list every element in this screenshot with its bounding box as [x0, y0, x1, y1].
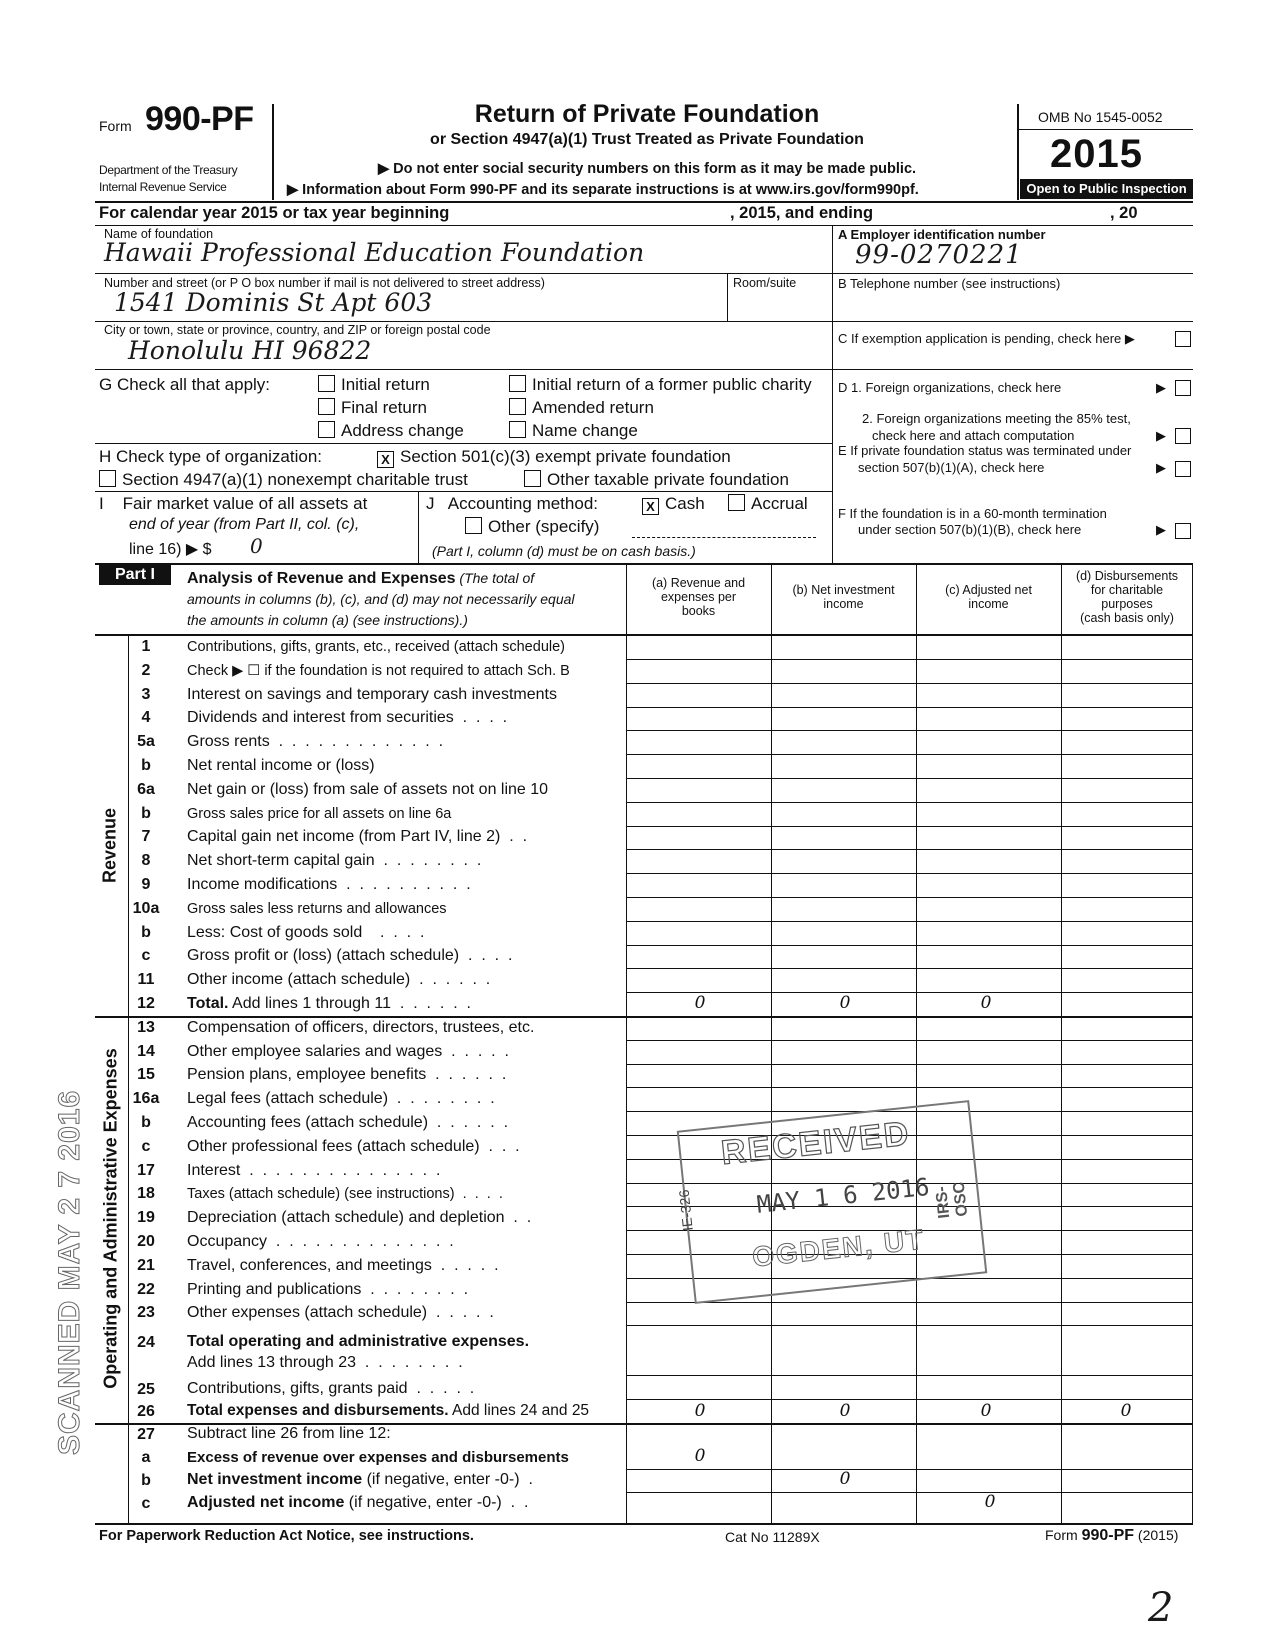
ssn-notice: ▶ Do not enter social security numbers on this form as it may be made public. — [377, 161, 917, 177]
g-label: G Check all that apply: — [99, 375, 271, 394]
row-label — [187, 1494, 528, 1512]
row-num: 17 — [137, 1161, 155, 1179]
table-row — [0, 731, 1280, 754]
row-label: Gross sales price for all assets on line 6a — [187, 805, 452, 822]
table-row — [0, 1279, 1280, 1302]
row-num: b — [141, 757, 151, 774]
org-type-501c3-option[interactable] — [377, 447, 731, 468]
row-num: 6a — [137, 780, 155, 798]
initial-return-option[interactable] — [318, 375, 430, 395]
footer-form-id — [1045, 1527, 1178, 1545]
name-change-option[interactable] — [509, 421, 638, 441]
table-row — [0, 1041, 1280, 1064]
catalog-number: Cat No 11289X — [725, 1529, 820, 1545]
paperwork-notice: For Paperwork Reduction Act Notice, see instructions. — [99, 1528, 474, 1544]
col-b-line: income — [823, 597, 864, 611]
row-label: Dividends and interest from securities . . . . — [187, 709, 508, 727]
table-row — [0, 874, 1280, 897]
status-terminated-label-1: E If private foundation status was terminated under — [838, 443, 1132, 458]
status-terminated-checkbox[interactable] — [1175, 461, 1191, 477]
row-label: Net rental income or (loss) — [187, 757, 375, 774]
checkbox-icon[interactable] — [509, 375, 526, 392]
part-tag: Part I — [99, 565, 171, 585]
row-label — [187, 1402, 589, 1420]
checkbox-icon[interactable] — [99, 470, 116, 487]
h-label: H Check type of organization: — [99, 447, 323, 466]
cash-basis-note: (Part I, column (d) must be on cash basis.) — [432, 543, 696, 559]
foreign-85-label-1: 2. Foreign organizations meeting the 85% test, — [862, 411, 1131, 426]
other-method-field[interactable] — [632, 537, 816, 538]
row-label: Taxes (attach schedule) (see instructions) . . . . — [187, 1186, 503, 1203]
row-label-rest: (if negative, enter -0-) . . — [344, 1494, 529, 1511]
option-label: Name change — [532, 421, 638, 440]
row-label: Subtract line 26 from line 12: — [187, 1425, 391, 1442]
info-notice: ▶ Information about Form 990-PF and its separate instructions is at www.irs.gov/form990pf. — [287, 182, 919, 198]
row-label: Occupancy . . . . . . . . . . . . . . — [187, 1233, 454, 1250]
col-c-line: (c) Adjusted net — [945, 583, 1032, 597]
cell-c-26: 0 — [980, 1401, 992, 1421]
row-num: 8 — [141, 852, 151, 870]
received-stamp-code-left: IE-326 — [675, 1188, 696, 1232]
table-row — [0, 684, 1280, 707]
foreign-85-checkbox[interactable] — [1175, 428, 1191, 444]
col-d-line: for charitable — [1090, 583, 1164, 597]
row-label — [187, 1471, 533, 1489]
row-label — [187, 995, 471, 1013]
row-label: Legal fees (attach schedule) . . . . . . . . — [187, 1090, 495, 1108]
footer-form-year: (2015) — [1137, 1527, 1179, 1543]
cell-b-27b: 0 — [839, 1469, 851, 1489]
page-number: 2 — [1148, 1585, 1174, 1631]
part1-description — [187, 568, 617, 631]
checkbox-icon[interactable] — [318, 398, 335, 415]
checkbox-icon[interactable] — [318, 375, 335, 392]
table-row — [0, 636, 1280, 659]
fmv-label-3: line 16) ▶ $ — [129, 541, 212, 558]
row-label: Compensation of officers, directors, trustees, etc. — [187, 1018, 535, 1036]
row-label-bold: Net investment income — [187, 1471, 363, 1488]
received-stamp-date: MAY 1 6 2016 — [755, 1172, 931, 1219]
exemption-pending-checkbox[interactable] — [1175, 331, 1191, 347]
ein-label: A Employer identification number — [838, 227, 1046, 242]
row-label: Gross sales less returns and allowances — [187, 900, 447, 917]
footer-form-number: 990-PF — [1081, 1527, 1135, 1544]
row-label: Net gain or (loss) from sale of assets not on line 10 — [187, 780, 549, 798]
row-label: Income modifications . . . . . . . . . . — [187, 876, 471, 893]
row-num: c — [141, 1495, 151, 1512]
accrual-method-option[interactable] — [728, 494, 808, 514]
scanned-stamp: SCANNED MAY 2 7 2016 — [53, 1089, 86, 1455]
col-a-line: books — [681, 604, 716, 618]
row-label: Other employee salaries and wages . . . . . — [187, 1042, 509, 1060]
cell-b-26: 0 — [839, 1401, 851, 1421]
part1-title: Analysis of Revenue and Expenses — [187, 570, 456, 587]
part1-desc: (The total of — [455, 570, 535, 586]
cell-a-27a: 0 — [694, 1446, 706, 1466]
row-label-bold: Adjusted net income — [187, 1494, 345, 1511]
row-num: b — [141, 1114, 151, 1131]
row-num: 22 — [137, 1280, 155, 1298]
row-num: 18 — [137, 1185, 155, 1203]
checkbox-icon[interactable]: X — [642, 498, 659, 515]
foundation-name: Hawaii Professional Education Foundation — [104, 238, 645, 267]
cell-c: 0 — [980, 993, 992, 1013]
name-label: Name of foundation — [104, 227, 214, 241]
col-b-line: (b) Net investment — [792, 583, 895, 597]
row-label: Net short-term capital gain . . . . . . . . — [187, 852, 482, 870]
footer-form-prefix: Form — [1045, 1527, 1078, 1543]
col-d-line: (d) Disbursements — [1075, 569, 1179, 583]
row-label-rest: (if negative, enter -0-) . — [362, 1471, 533, 1488]
row-label: Accounting fees (attach schedule) . . . . . . — [187, 1114, 509, 1131]
col-c-header — [916, 583, 1061, 611]
col-a-header — [626, 576, 771, 618]
arrow-glyph: ▶ — [1156, 460, 1166, 475]
city-address: Honolulu HI 96822 — [128, 336, 372, 365]
row-num: c — [141, 947, 151, 965]
option-label: Initial return of a former public charity — [532, 375, 812, 394]
table-row — [0, 1136, 1280, 1159]
fmv-value: 0 — [250, 534, 263, 558]
option-label: Address change — [341, 421, 464, 440]
row-num: 10a — [132, 899, 160, 917]
received-stamp-code-right: IRS-OSC — [933, 1181, 972, 1220]
checkbox-icon[interactable] — [509, 421, 526, 438]
table-row — [0, 1160, 1280, 1183]
tax-year: 2015 — [1050, 132, 1143, 176]
cell-b: 0 — [839, 993, 851, 1013]
table-row — [0, 945, 1280, 968]
row-divider — [626, 1325, 1193, 1326]
final-return-option[interactable] — [318, 398, 427, 418]
row-num: 12 — [137, 995, 155, 1012]
row-label-bold: Total. — [187, 995, 229, 1012]
received-stamp — [677, 1100, 988, 1304]
agency: Internal Revenue Service — [99, 180, 227, 194]
row-num: 11 — [137, 971, 155, 989]
row-label: Contributions, gifts, grants, etc., received (attach schedule) — [187, 639, 565, 655]
row-num: 27 — [137, 1426, 155, 1443]
option-label: Other taxable private foundation — [547, 470, 789, 489]
table-row — [0, 803, 1280, 826]
row-num: 9 — [141, 876, 151, 893]
amended-return-option[interactable] — [509, 398, 654, 418]
col-d-header — [1061, 569, 1193, 625]
arrow-glyph: ▶ — [1156, 522, 1166, 537]
table-row — [0, 707, 1280, 730]
telephone-label: B Telephone number (see instructions) — [838, 276, 1061, 291]
other-method-option[interactable] — [465, 517, 599, 537]
row-num: 20 — [137, 1233, 155, 1250]
calendar-end-year: , 20 — [1110, 204, 1138, 222]
checkbox-icon[interactable] — [509, 398, 526, 415]
arrow-glyph: ▶ — [1156, 428, 1166, 443]
row-num: 14 — [137, 1042, 155, 1060]
row-label: Add lines 13 through 23 . . . . . . . . — [187, 1354, 463, 1371]
fmv-label-1: I Fair market value of all assets at — [99, 494, 368, 513]
checkbox-icon[interactable] — [318, 421, 335, 438]
option-label: Initial return — [341, 375, 430, 394]
row-num: b — [141, 923, 151, 941]
form-title: Return of Private Foundation — [474, 100, 820, 128]
sixty-month-checkbox[interactable] — [1175, 523, 1191, 539]
row-num: 1 — [141, 638, 151, 655]
form-subtitle: or Section 4947(a)(1) Trust Treated as Private Foundation — [430, 131, 864, 148]
arrow-glyph: ▶ — [1156, 380, 1166, 395]
row-label: Excess of revenue over expenses and disbursements — [187, 1449, 569, 1466]
table-row — [0, 1207, 1280, 1230]
address-change-option[interactable] — [318, 421, 464, 441]
col-b-header — [771, 583, 916, 611]
table-row — [0, 779, 1280, 802]
table-row — [0, 826, 1280, 849]
row-num: 16a — [132, 1090, 160, 1108]
table-row — [0, 1183, 1280, 1206]
street-label: Number and street (or P O box number if mail is not delivered to street address) — [104, 276, 545, 290]
table-row — [0, 1302, 1280, 1325]
foreign-org-label: D 1. Foreign organizations, check here — [838, 380, 1062, 395]
option-label: Cash — [665, 494, 705, 513]
checkbox-icon[interactable] — [465, 517, 482, 534]
initial-return-former-charity-option[interactable] — [509, 375, 812, 395]
table-row — [0, 993, 1280, 1016]
status-terminated-label-2: section 507(b)(1)(A), check here — [858, 460, 1045, 475]
table-row — [0, 850, 1280, 873]
row-num: 7 — [141, 828, 151, 846]
received-stamp-city: OGDEN, UT — [750, 1223, 927, 1273]
row-num: a — [141, 1449, 151, 1466]
row-num: 26 — [137, 1403, 155, 1420]
table-row — [0, 1231, 1280, 1254]
option-label: Accrual — [751, 494, 808, 513]
checkbox-icon[interactable] — [524, 470, 541, 487]
org-type-4947-option[interactable] — [99, 470, 468, 490]
received-stamp-title: RECEIVED — [719, 1114, 913, 1173]
option-label: Amended return — [532, 398, 654, 417]
row-label: Printing and publications . . . . . . . . — [187, 1280, 469, 1298]
row-label-rest: Add lines 1 through 11 . . . . . . — [228, 995, 471, 1012]
row-num: 19 — [137, 1209, 155, 1227]
section-divider — [95, 1016, 1193, 1018]
row-num: 15 — [137, 1066, 155, 1084]
sixty-month-label-2: under section 507(b)(1)(B), check here — [858, 522, 1082, 537]
row-label: Pension plans, employee benefits . . . . . . — [187, 1066, 507, 1084]
calendar-ending: , 2015, and ending — [730, 204, 874, 222]
calendar-year-line: For calendar year 2015 or tax year beginning — [99, 204, 450, 222]
table-row — [0, 898, 1280, 921]
city-label: City or town, state or province, country, and ZIP or foreign postal code — [104, 323, 491, 337]
row-num: 5a — [137, 733, 155, 751]
option-label: Section 4947(a)(1) nonexempt charitable trust — [122, 470, 468, 489]
col-d-line: (cash basis only) — [1080, 611, 1174, 625]
row-label: Total operating and administrative expenses. — [187, 1333, 530, 1350]
row-label: Depreciation (attach schedule) and depletion . . — [187, 1209, 532, 1227]
cell-d-26: 0 — [1120, 1401, 1132, 1421]
table-row — [0, 755, 1280, 778]
row-label: Interest on savings and temporary cash investments — [187, 685, 557, 703]
part1-desc: amounts in columns (b), (c), and (d) may not necessarily equal — [187, 591, 575, 607]
col-d-line: purposes — [1101, 597, 1153, 611]
row-label: Contributions, gifts, grants paid . . . . . — [187, 1380, 475, 1397]
row-num: 23 — [137, 1304, 155, 1322]
form-label: Form — [99, 118, 132, 134]
row-label: Capital gain net income (from Part IV, line 2) . . — [187, 828, 528, 846]
row-label: Check ▶ ☐ if the foundation is not required to attach Sch. B — [187, 662, 570, 679]
option-label: Section 501(c)(3) exempt private foundation — [400, 447, 731, 466]
row-num: 3 — [141, 685, 151, 703]
table-row — [0, 1017, 1280, 1040]
expenses-side-label: Operating and Administrative Expenses — [100, 1048, 121, 1389]
row-label-bold: Total expenses and disbursements. — [187, 1402, 449, 1419]
room-label: Room/suite — [733, 276, 797, 290]
omb-number: OMB No 1545-0052 — [1038, 109, 1163, 125]
table-row — [0, 1088, 1280, 1111]
table-row — [0, 1255, 1280, 1278]
row-label: Travel, conferences, and meetings . . . . . — [187, 1256, 499, 1274]
col-c-line: income — [968, 597, 1009, 611]
row-num: 24 — [137, 1334, 155, 1351]
cell-a-26: 0 — [694, 1401, 706, 1421]
table-row — [0, 1064, 1280, 1087]
row-num: b — [141, 804, 151, 822]
open-public-badge: Open to Public Inspection — [1020, 179, 1193, 199]
revenue-side-label: Revenue — [99, 807, 120, 884]
option-label: Final return — [341, 398, 427, 417]
row-label: Gross profit or (loss) (attach schedule) . . . . — [187, 947, 513, 965]
row-label-rest: Add lines 24 and 25 — [448, 1402, 590, 1419]
row-num: c — [141, 1137, 151, 1155]
street-address: 1541 Dominis St Apt 603 — [114, 288, 433, 317]
exemption-pending-label: C If exemption application is pending, check here ▶ — [838, 331, 1135, 346]
form-number: 990-PF — [145, 100, 254, 138]
row-label: Other expenses (attach schedule) . . . . . — [187, 1304, 494, 1322]
table-row — [0, 1112, 1280, 1135]
foreign-org-checkbox[interactable] — [1175, 380, 1191, 396]
option-label: Other (specify) — [488, 517, 600, 536]
row-label: Interest . . . . . . . . . . . . . . . — [187, 1161, 441, 1179]
cell-a: 0 — [694, 993, 706, 1013]
row-num: 21 — [137, 1256, 155, 1274]
ein-value: 99-0270221 — [855, 240, 1023, 270]
cash-method-option[interactable] — [642, 494, 705, 515]
row-num: 13 — [137, 1018, 155, 1036]
table-row — [0, 922, 1280, 945]
foreign-85-label-2: check here and attach computation — [872, 428, 1075, 443]
checkbox-icon[interactable] — [728, 494, 745, 511]
department: Department of the Treasury — [99, 163, 238, 177]
accounting-method-label: J Accounting method: — [426, 494, 598, 513]
cell-c-27c: 0 — [984, 1492, 996, 1512]
fmv-label-2: end of year (from Part II, col. (c), — [129, 516, 360, 533]
row-label: Other professional fees (attach schedule) . . . — [187, 1137, 520, 1155]
col-a-line: expenses per — [660, 590, 737, 604]
col-a-line: (a) Revenue and — [651, 576, 746, 590]
row-num: 2 — [141, 661, 151, 679]
sixty-month-label-1: F If the foundation is in a 60-month termination — [838, 506, 1107, 521]
org-type-other-option[interactable] — [524, 470, 789, 490]
table-row — [0, 660, 1280, 683]
row-num: b — [141, 1472, 151, 1489]
checkbox-icon[interactable]: X — [377, 451, 394, 468]
row-label: Other income (attach schedule) . . . . . . — [187, 971, 491, 989]
row-num: 25 — [137, 1381, 155, 1398]
row-label: Less: Cost of goods sold . . . . — [187, 923, 425, 941]
part1-desc: the amounts in column (a) (see instructions).) — [187, 612, 468, 628]
row-num: 4 — [141, 709, 151, 727]
table-row — [0, 969, 1280, 992]
row-label: Gross rents . . . . . . . . . . . . . — [187, 733, 444, 751]
